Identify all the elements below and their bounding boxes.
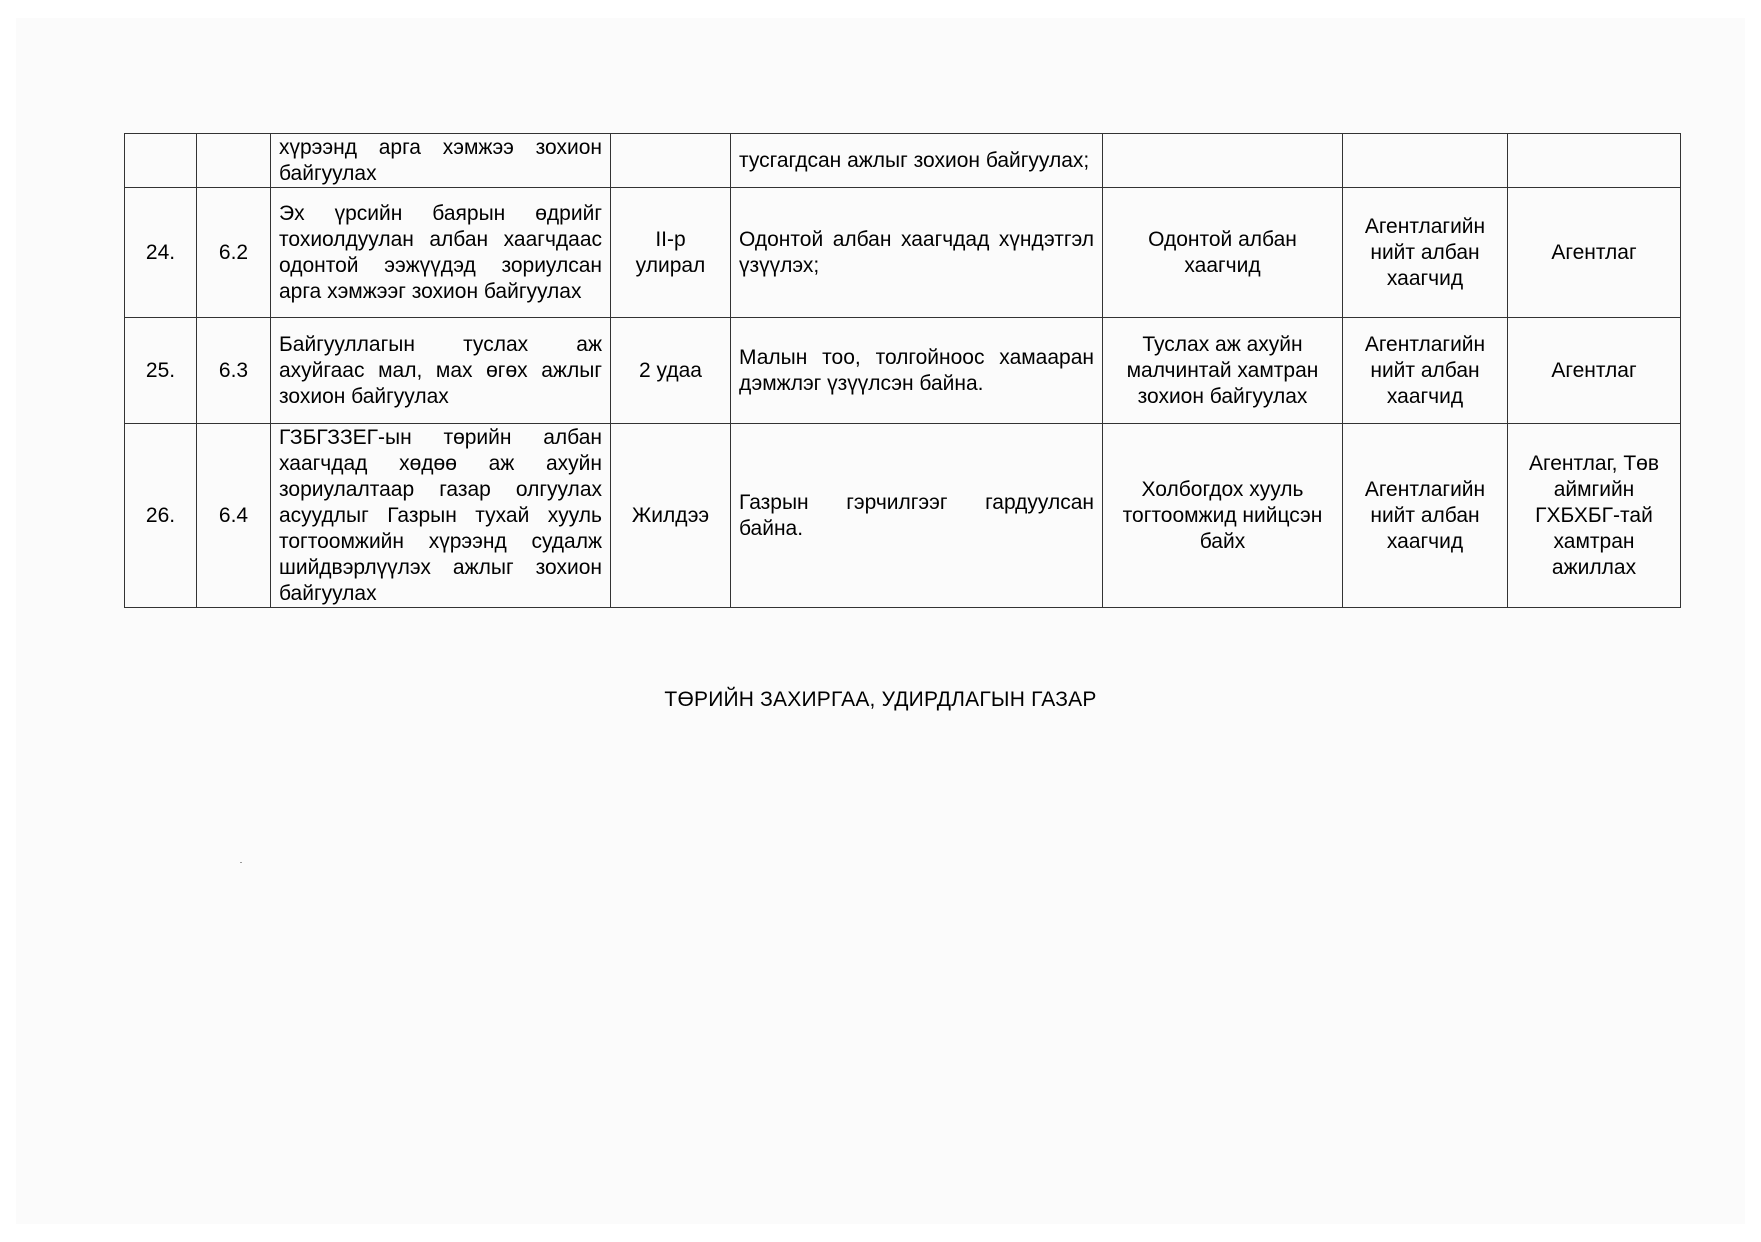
result-cell: Газрын гэрчилгээг гардуулсан байна.	[731, 424, 1103, 608]
table-row	[125, 134, 1681, 188]
timeline-cell: 2 удаа	[611, 318, 731, 424]
row-number: 24.	[125, 188, 197, 318]
result-cell: Одонтой албан хаагчдад хүндэтгэл үзүүлэх;	[731, 188, 1103, 318]
row-number: 25.	[125, 318, 197, 424]
row-code: 6.2	[197, 188, 271, 318]
department-title: ТӨРИЙН ЗАХИРГАА, УДИРДЛАГЫН ГАЗАР	[664, 688, 1097, 711]
participants-cell: Агентлагийн нийт албан хаагчид	[1343, 318, 1508, 424]
indicator-cell	[1103, 134, 1343, 188]
row-code: 6.4	[197, 424, 271, 608]
responsible-cell: Агентлаг, Төв аймгийн ГХБХБГ-тай хамтран ажиллах	[1508, 424, 1681, 608]
timeline-cell: Жилдээ	[611, 424, 731, 608]
participants-cell	[1343, 134, 1508, 188]
indicator-cell: Одонтой албан хаагчид	[1103, 188, 1343, 318]
row-code: 6.3	[197, 318, 271, 424]
action-plan-table	[124, 133, 1681, 608]
activity-cell: ГЗБГЗЗЕГ-ын төрийн албан хаагчдад хөдөө аж ахуйн зориулалтаар газар олгуулах асуудлыг Газрын тухай хууль тогтоомжийн хүрээнд судалж шийдвэрлүүлэх ажлыг зохион байгуулах	[271, 424, 611, 608]
activity-cell: Байгууллагын туслах аж ахуйгаас мал, мах өгөх ажлыг зохион байгуулах	[271, 318, 611, 424]
table-row	[125, 424, 1681, 608]
timeline-cell	[611, 134, 731, 188]
indicator-cell: Туслах аж ахуйн малчинтай хамтран зохион байгуулах	[1103, 318, 1343, 424]
scan-speck	[240, 862, 242, 863]
table-row	[125, 318, 1681, 424]
row-number	[125, 134, 197, 188]
participants-cell: Агентлагийн нийт албан хаагчид	[1343, 424, 1508, 608]
result-cell: Малын тоо, толгойноос хамааран дэмжлэг үзүүлсэн байна.	[731, 318, 1103, 424]
activity-cell: хүрээнд арга хэмжээ зохион байгуулах	[271, 134, 611, 188]
table-row	[125, 188, 1681, 318]
responsible-cell: Агентлаг	[1508, 318, 1681, 424]
responsible-cell	[1508, 134, 1681, 188]
row-number: 26.	[125, 424, 197, 608]
indicator-cell: Холбогдох хууль тогтоомжид нийцсэн байх	[1103, 424, 1343, 608]
row-code	[197, 134, 271, 188]
timeline-cell: II-р улирал	[611, 188, 731, 318]
activity-cell: Эх үрсийн баярын өдрийг тохиолдуулан албан хаагчдаас одонтой ээжүүдэд зориулсан арга хэмжээг зохион байгуулах	[271, 188, 611, 318]
responsible-cell: Агентлаг	[1508, 188, 1681, 318]
result-cell: тусгагдсан ажлыг зохион байгуулах;	[731, 134, 1103, 188]
participants-cell: Агентлагийн нийт албан хаагчид	[1343, 188, 1508, 318]
